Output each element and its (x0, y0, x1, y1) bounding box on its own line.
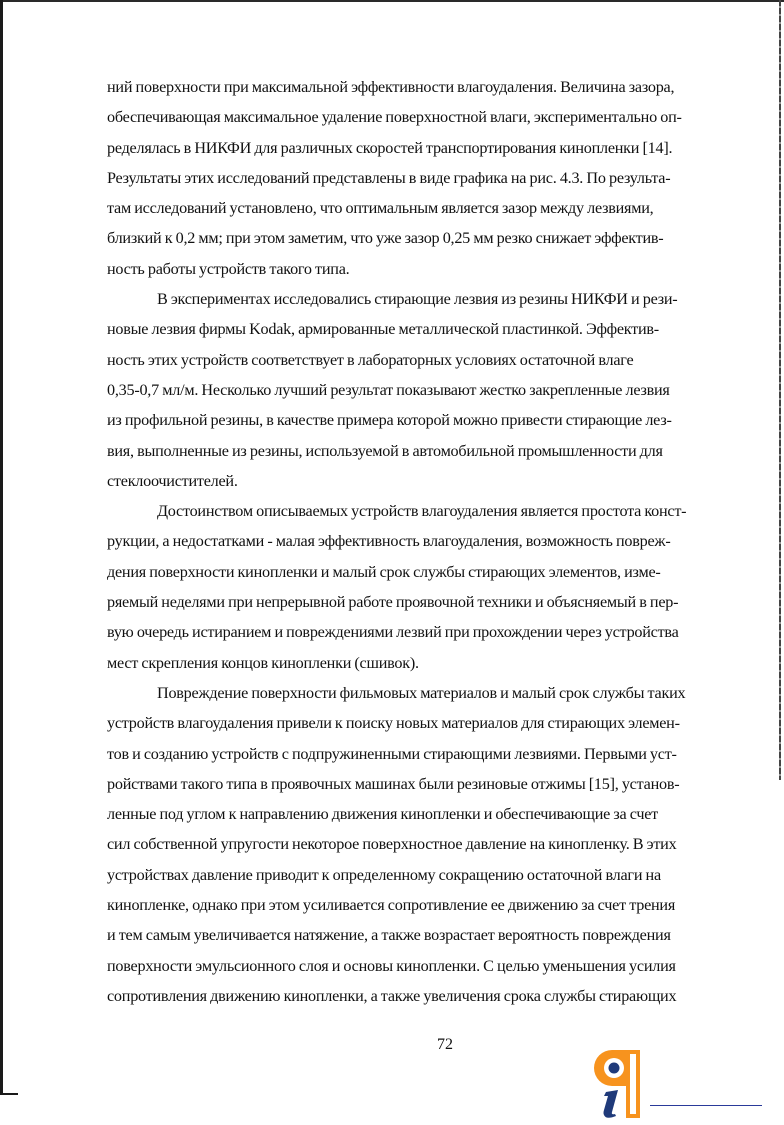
paragraph (107, 678, 737, 1011)
logo-graphic (592, 1048, 644, 1120)
logo-i-shape (604, 1090, 619, 1118)
text-line: тов и созданию устройств с подпружиненными стирающими лезвиями. Первыми уст- (107, 744, 677, 763)
text-line: новые лезвия фирмы Kodak, армированные металлической пластинкой. Эффектив- (107, 320, 659, 339)
text-line: ройствами такого типа в проявочных машинах были резиновые отжимы [15], установ- (107, 774, 680, 793)
text-line: сопротивления движению кинопленки, а также увеличения срока службы стирающих (107, 986, 677, 1005)
text-line: ределялась в НИКФИ для различных скоростей транспортирования кинопленки [14]. (107, 138, 673, 157)
document-body (107, 72, 737, 1011)
text-line: кинопленке, однако при этом усиливается сопротивление ее движению за счет трения (107, 896, 676, 915)
text-line: близкий к 0,2 мм; при этом заметим, что уже зазор 0,25 мм резко снижает эффектив- (107, 229, 664, 248)
text-line: ленные под углом к направлению движения кинопленки и обеспечивающие за счет (107, 805, 658, 824)
text-line: из профильной резины, в качестве примера которой можно привести стирающие лез- (107, 411, 672, 430)
text-line: вую очередь истиранием и повреждениями лезвий при прохождении через устройства (107, 623, 679, 642)
scan-edge-bottom (0, 1093, 18, 1095)
text-line: 0,35-0,7 мл/м. Несколько лучший результат показывают жестко закрепленные лезвия (107, 380, 670, 399)
text-line: обеспечивающая максимальное удаление поверхностной влаги, экспериментально оп- (107, 108, 682, 127)
text-line: Достоинством описываемых устройств влагоудаления является простота конст- (157, 502, 687, 521)
text-line: дения поверхности кинопленки и малый срок службы стирающих элементов, изме- (107, 562, 661, 581)
paragraph (107, 72, 737, 284)
logo-stem-inner (630, 1054, 636, 1114)
text-line: устройствах давление приводит к определенному сокращению остаточной влаги на (107, 865, 661, 884)
scan-edge-left (0, 0, 3, 1095)
logo-underline (650, 1105, 762, 1106)
scan-edge-top (0, 0, 784, 2)
text-line: В экспериментах исследовались стирающие лезвия из резины НИКФИ и рези- (157, 290, 678, 309)
text-line: рукции, а недостатками - малая эффективность влагоудаления, возможность повреж- (107, 532, 671, 551)
text-line: ний поверхности при максимальной эффективности влагоудаления. Величина зазора, (107, 78, 675, 96)
text-line: стеклоочистителей. (107, 471, 238, 490)
text-line: устройств влагоудаления привели к поиску новых материалов для стирающих элемен- (107, 714, 680, 733)
text-line: Повреждение поверхности фильмовых материалов и малый срок службы таких (157, 683, 686, 702)
scan-edge-right (779, 0, 781, 780)
pilcrow-info-logo-icon (592, 1048, 644, 1120)
text-line: поверхности эмульсионного слоя и основы кинопленки. С целью уменьшения усилия (107, 956, 676, 975)
paragraph (107, 496, 737, 678)
page-number: 72 (437, 1036, 453, 1053)
paragraph (107, 284, 737, 496)
logo-dot (609, 1063, 620, 1074)
text-line: ность работы устройств такого типа. (107, 259, 350, 278)
text-line: вия, выполненные из резины, используемой в автомобильной промышленности для (107, 441, 663, 460)
text-line: сил собственной упругости некоторое поверхностное давление на кинопленку. В этих (107, 835, 677, 854)
text-line: Результаты этих исследований представлены в виде графика на рис. 4.3. По результа- (107, 168, 671, 187)
text-line: ность этих устройств соответствует в лабораторных условиях остаточной влаге (107, 350, 634, 369)
text-line: там исследований установлено, что оптимальным является зазор между лезвиями, (107, 199, 654, 218)
text-line: мест скрепления концов кинопленки (сшивок). (107, 653, 419, 672)
text-line: ряемый неделями при непрерывной работе проявочной техники и объясняемый в пер- (107, 593, 679, 612)
text-line: и тем самым увеличивается натяжение, а также возрастает вероятность повреждения (107, 926, 671, 945)
